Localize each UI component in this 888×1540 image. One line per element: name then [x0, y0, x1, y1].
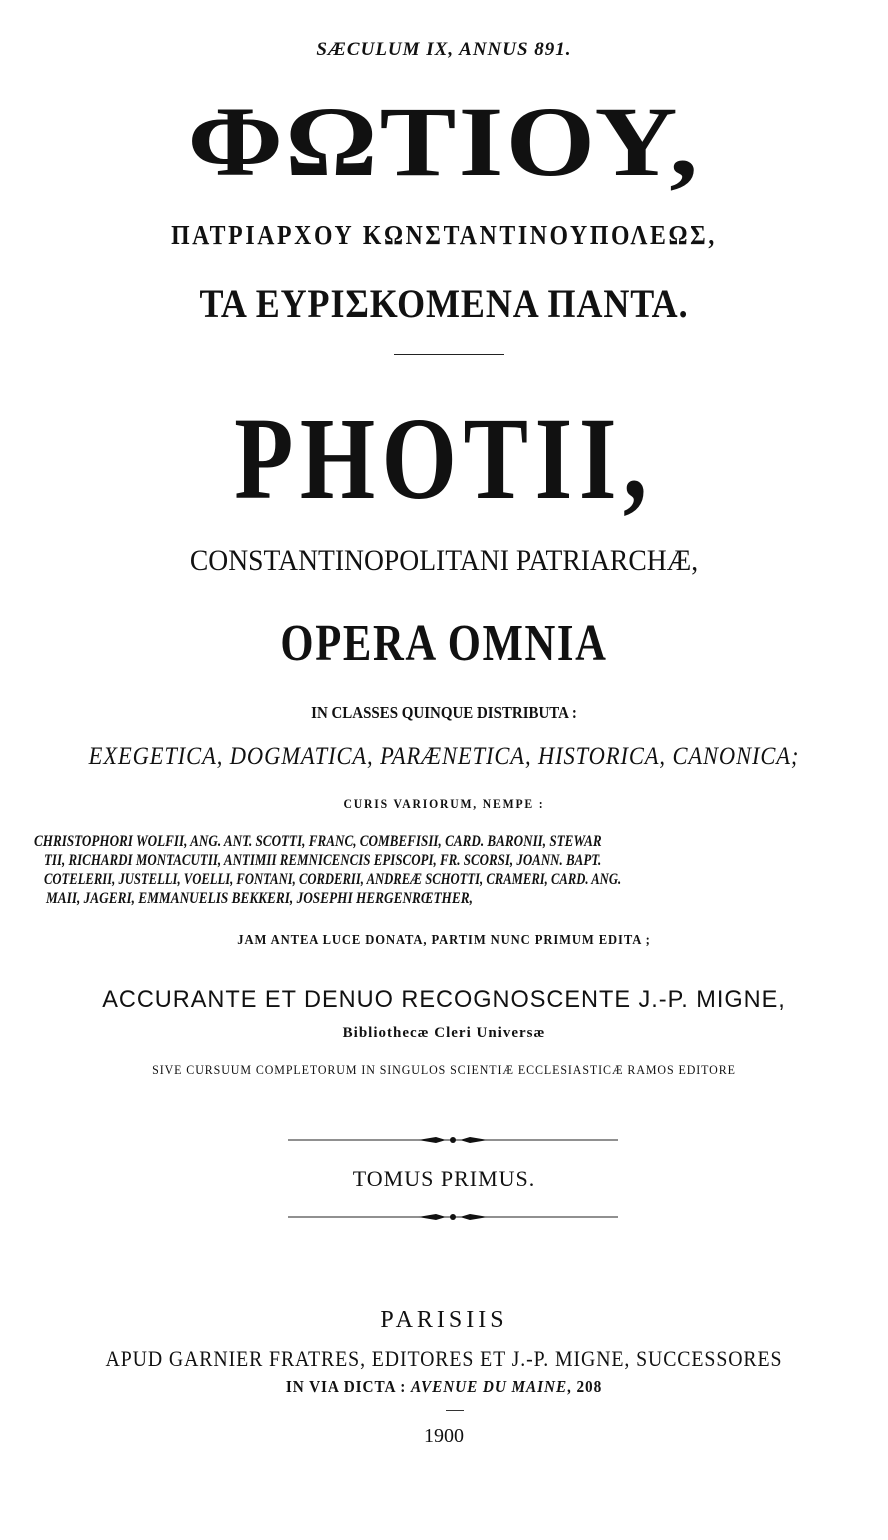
imprint-publisher: APUD GARNIER FRATRES, EDITORES ET J.-P. MIGNE, SUCCESSORES	[105, 1346, 783, 1371]
bibliotheca-line: Bibliothecæ Cleri Universæ	[342, 1025, 546, 1041]
antea-line: JAM ANTEA LUCE DONATA, PARTIM NUNC PRIMUM EDITA ;	[237, 933, 651, 948]
year-rule	[446, 1410, 464, 1411]
greek-patriarch-title: ΠΑΤΡΙΑΡΧΟΥ ΚΩΝΣΤΑΝΤΙΝΟΥΠΟΛΕΩΣ,	[171, 220, 717, 250]
imprint-address	[44, 1378, 843, 1395]
editors-line: MAII, JAGERI, EMMANUELIS BEKKERI, JOSEPHI HERGENRŒTHER,	[46, 890, 473, 907]
divider-rule	[394, 354, 504, 355]
address-prefix: IN VIA DICTA :	[285, 1377, 412, 1396]
address-number: , 208	[567, 1377, 603, 1396]
curis-line: CURIS VARIORUM, NEMPE :	[343, 796, 545, 811]
latin-work-title: OPERA OMNIA	[280, 615, 608, 672]
editors-line: TII, RICHARDI MONTACUTII, ANTIMII REMNICENCIS EPISCOPI, FR. SCORSI, JOANN. BAPT.	[44, 852, 602, 869]
address-street: AVENUE DU MAINE	[411, 1377, 568, 1396]
sive-line: SIVE CURSUUM COMPLETORUM IN SINGULOS SCIENTIÆ ECCLESIASTICÆ RAMOS EDITORE	[152, 1062, 736, 1077]
imprint-city: PARISIIS	[380, 1307, 508, 1333]
greek-work-title: ΤΑ ΕΥΡΙΣΚΟΜΕΝΑ ΠΑΝΤΑ.	[199, 281, 689, 326]
ornament-rule-bottom	[288, 1212, 618, 1222]
editors-line: CHRISTOPHORI WOLFII, ANG. ANT. SCOTTI, FRANC, COMBEFISII, CARD. BARONII, STEWAR	[34, 833, 602, 850]
ornament-rule-top	[288, 1135, 618, 1145]
saeculum-line: SÆCULUM IX, ANNUS 891.	[316, 39, 572, 60]
accurante-line: ACCURANTE ET DENUO RECOGNOSCENTE J.-P. MIGNE,	[102, 986, 786, 1013]
greek-author-name: ΦΩΤΙΟΥ,	[187, 86, 701, 197]
editors-line: COTELERII, JUSTELLI, VOELLI, FONTANI, CORDERII, ANDREÆ SCHOTTI, CRAMERI, CARD. ANG.	[44, 871, 622, 888]
latin-author-name: PHOTII,	[234, 393, 654, 524]
tomus-line: TOMUS PRIMUS.	[352, 1166, 536, 1191]
classes-list: EXEGETICA, DOGMATICA, PARÆNETICA, HISTORICA, CANONICA;	[88, 743, 800, 770]
latin-patriarch-title: CONSTANTINOPOLITANI PATRIARCHÆ,	[189, 544, 699, 577]
imprint-year: 1900	[424, 1425, 464, 1447]
classes-intro: IN CLASSES QUINQUE DISTRIBUTA :	[311, 703, 577, 722]
